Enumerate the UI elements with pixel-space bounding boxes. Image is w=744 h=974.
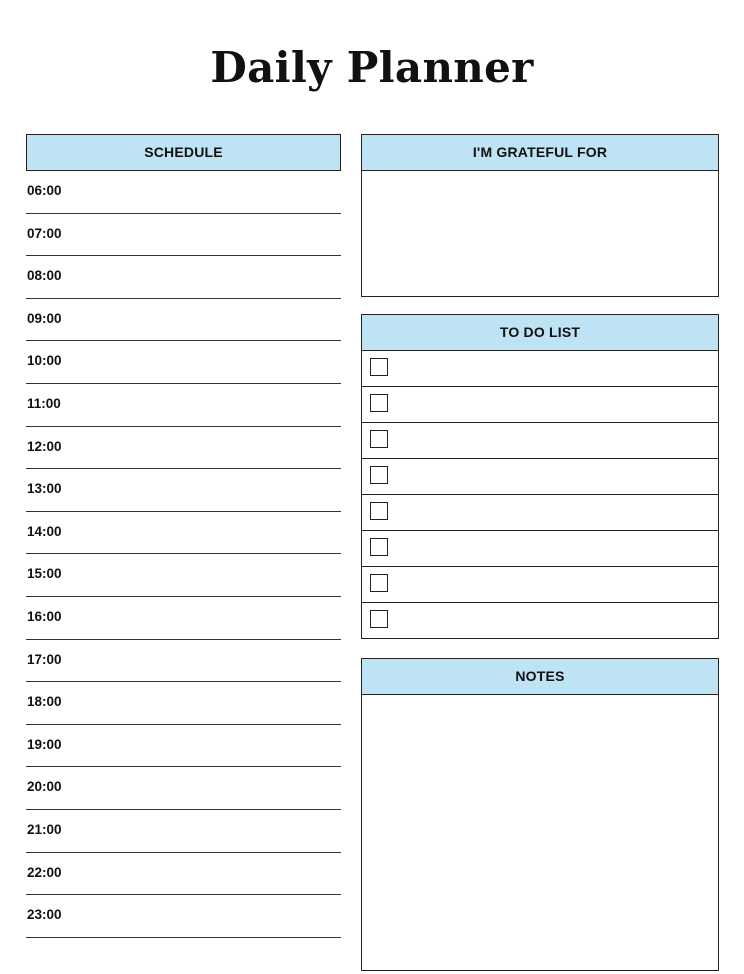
schedule-time-label: 10:00 (27, 353, 62, 369)
schedule-time-label: 12:00 (27, 438, 62, 454)
schedule-time-label: 17:00 (27, 651, 62, 667)
schedule-time-label: 08:00 (27, 268, 62, 284)
schedule-time-label: 18:00 (27, 694, 62, 710)
todo-item[interactable] (362, 567, 718, 603)
schedule-row[interactable] (26, 512, 341, 555)
schedule-header: SCHEDULE (26, 134, 341, 171)
schedule-time-label: 13:00 (27, 481, 62, 497)
schedule-time-label: 23:00 (27, 907, 62, 923)
grateful-writing-area[interactable] (361, 171, 719, 297)
grateful-header: I'M GRATEFUL FOR (361, 134, 719, 171)
schedule-time-label: 11:00 (27, 395, 61, 411)
todo-checkbox[interactable] (370, 466, 388, 484)
todo-header: TO DO LIST (361, 314, 719, 351)
todo-checkbox[interactable] (370, 574, 388, 592)
schedule-list (26, 171, 341, 938)
schedule-time-label: 14:00 (27, 523, 62, 539)
schedule-row[interactable] (26, 171, 341, 214)
todo-section (361, 314, 719, 639)
schedule-row[interactable] (26, 725, 341, 768)
todo-item[interactable] (362, 603, 718, 639)
page-title: Daily Planner (210, 43, 534, 92)
schedule-time-label: 19:00 (27, 736, 62, 752)
todo-checkbox[interactable] (370, 394, 388, 412)
schedule-time-label: 15:00 (27, 566, 62, 582)
notes-header: NOTES (361, 658, 719, 695)
schedule-row[interactable] (26, 384, 341, 427)
schedule-row[interactable] (26, 427, 341, 470)
schedule-row[interactable] (26, 767, 341, 810)
schedule-row[interactable] (26, 895, 341, 938)
schedule-time-label: 09:00 (27, 310, 62, 326)
schedule-row[interactable] (26, 853, 341, 896)
todo-checkbox[interactable] (370, 610, 388, 628)
schedule-time-label: 21:00 (27, 821, 62, 837)
todo-checkbox[interactable] (370, 538, 388, 556)
todo-list (361, 351, 719, 639)
schedule-time-label: 06:00 (27, 183, 62, 198)
todo-checkbox[interactable] (370, 430, 388, 448)
schedule-row[interactable] (26, 682, 341, 725)
schedule-row[interactable] (26, 597, 341, 640)
todo-item[interactable] (362, 531, 718, 567)
schedule-row[interactable] (26, 214, 341, 257)
todo-checkbox[interactable] (370, 358, 388, 376)
todo-item[interactable] (362, 351, 718, 387)
schedule-time-label: 20:00 (27, 779, 62, 795)
todo-item[interactable] (362, 387, 718, 423)
notes-writing-area[interactable] (361, 695, 719, 971)
schedule-time-label: 22:00 (27, 864, 62, 880)
schedule-row[interactable] (26, 256, 341, 299)
schedule-row[interactable] (26, 341, 341, 384)
todo-item[interactable] (362, 495, 718, 531)
todo-item[interactable] (362, 459, 718, 495)
todo-item[interactable] (362, 423, 718, 459)
schedule-row[interactable] (26, 469, 341, 512)
schedule-time-label: 16:00 (27, 608, 62, 624)
notes-section (361, 658, 719, 971)
todo-checkbox[interactable] (370, 502, 388, 520)
schedule-row[interactable] (26, 640, 341, 683)
schedule-row[interactable] (26, 554, 341, 597)
schedule-section (26, 134, 341, 938)
schedule-time-label: 07:00 (27, 225, 62, 241)
grateful-section (361, 134, 719, 297)
schedule-row[interactable] (26, 810, 341, 853)
schedule-row[interactable] (26, 299, 341, 342)
